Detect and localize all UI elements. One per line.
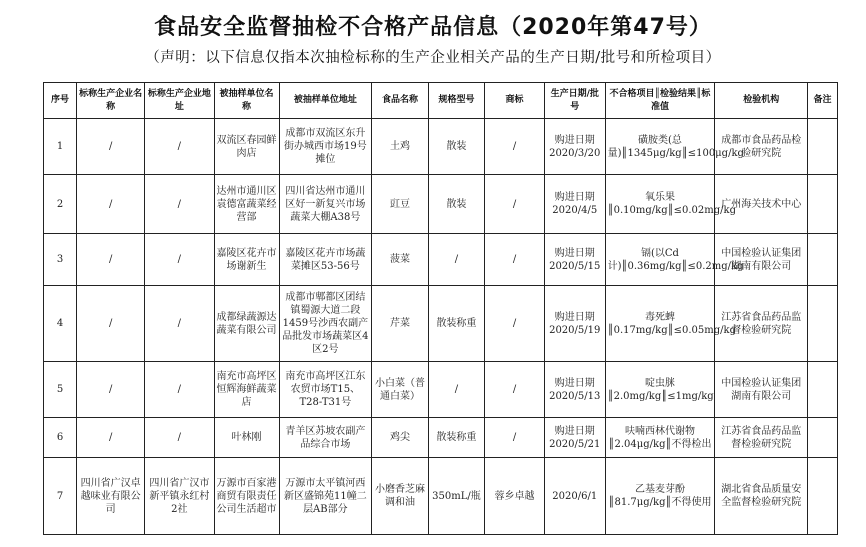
header-production-date: 生产日期/批号 (544, 83, 605, 119)
cell-serial: 2 (44, 175, 77, 234)
cell-producer-name: / (77, 418, 145, 458)
cell-remarks (808, 362, 838, 418)
cell-producer-name: 四川省广汉卓越味业有限公司 (77, 458, 145, 535)
cell-producer-name: / (77, 286, 145, 362)
cell-spec: 散装 (428, 119, 484, 175)
cell-remarks (808, 286, 838, 362)
cell-inspection-agency: 江苏省食品药品监督检验研究院 (715, 286, 808, 362)
cell-food-name: 小白菜（普通白菜） (372, 362, 428, 418)
table-row (44, 286, 838, 362)
cell-serial: 1 (44, 119, 77, 175)
cell-remarks (808, 458, 838, 535)
cell-inspection-agency: 中国检验认证集团湖南有限公司 (715, 234, 808, 286)
header-sampled-unit-address: 被抽样单位地址 (279, 83, 372, 119)
cell-sampled-unit-name: 达州市通川区袁德富蔬菜经营部 (214, 175, 279, 234)
table-row (44, 175, 838, 234)
cell-producer-name: / (77, 119, 145, 175)
cell-producer-name: / (77, 362, 145, 418)
cell-sampled-unit-address: 四川省达州市通川区好一新复兴市场蔬菜大棚A38号 (279, 175, 372, 234)
cell-trademark: / (485, 234, 545, 286)
cell-spec: 散装称重 (428, 418, 484, 458)
cell-remarks (808, 175, 838, 234)
cell-failed-item: 呋喃西林代谢物║2.04μg/kg║不得检出 (605, 418, 715, 458)
cell-inspection-agency: 江苏省食品药品监督检验研究院 (715, 418, 808, 458)
table-row (44, 362, 838, 418)
cell-production-date: 购进日期2020/5/15 (544, 234, 605, 286)
cell-sampled-unit-address: 嘉陵区花卉市场蔬菜摊区53-56号 (279, 234, 372, 286)
cell-spec: / (428, 362, 484, 418)
cell-producer-address: / (145, 418, 214, 458)
cell-production-date: 购进日期2020/5/13 (544, 362, 605, 418)
cell-sampled-unit-name: 双流区春园鲜肉店 (214, 119, 279, 175)
cell-failed-item: 啶虫脒║2.0mg/kg║≤1mg/kg (605, 362, 715, 418)
cell-trademark: / (485, 119, 545, 175)
cell-food-name: 菠菜 (372, 234, 428, 286)
header-spec: 规格型号 (428, 83, 484, 119)
table-row (44, 458, 838, 535)
table-row (44, 234, 838, 286)
cell-producer-address: / (145, 119, 214, 175)
cell-producer-address: / (145, 175, 214, 234)
cell-inspection-agency: 广州海关技术中心 (715, 175, 808, 234)
cell-producer-name: / (77, 234, 145, 286)
cell-sampled-unit-name: 南充市高坪区恒辉海鲜蔬菜店 (214, 362, 279, 418)
cell-producer-name: / (77, 175, 145, 234)
cell-serial: 3 (44, 234, 77, 286)
cell-failed-item: 氧乐果║0.10mg/kg║≤0.02mg/kg (605, 175, 715, 234)
header-remarks: 备注 (808, 83, 838, 119)
cell-food-name: 豇豆 (372, 175, 428, 234)
cell-inspection-agency: 湖北省食品质量安全监督检验研究院 (715, 458, 808, 535)
header-failed-item: 不合格项目║检验结果║标准值 (605, 83, 715, 119)
cell-failed-item: 磺胺类(总量)║1345μg/kg║≤100μg/kg (605, 119, 715, 175)
table-row (44, 119, 838, 175)
cell-trademark: / (485, 418, 545, 458)
cell-food-name: 鸡尖 (372, 418, 428, 458)
cell-trademark: / (485, 286, 545, 362)
cell-sampled-unit-name: 叶林刚 (214, 418, 279, 458)
cell-sampled-unit-address: 南充市高坪区江东农贸市场T15、T28-T31号 (279, 362, 372, 418)
cell-failed-item: 乙基麦芽酚║81.7μg/kg║不得使用 (605, 458, 715, 535)
cell-serial: 7 (44, 458, 77, 535)
cell-inspection-agency: 中国检验认证集团湖南有限公司 (715, 362, 808, 418)
cell-spec: / (428, 234, 484, 286)
cell-production-date: 购进日期2020/5/19 (544, 286, 605, 362)
header-producer-name: 标称生产企业名称 (77, 83, 145, 119)
cell-trademark: 蓉乡卓越 (485, 458, 545, 535)
cell-remarks (808, 119, 838, 175)
cell-trademark: / (485, 362, 545, 418)
cell-production-date: 购进日期2020/5/21 (544, 418, 605, 458)
cell-food-name: 土鸡 (372, 119, 428, 175)
cell-production-date: 购进日期2020/3/20 (544, 119, 605, 175)
header-trademark: 商标 (485, 83, 545, 119)
cell-production-date: 2020/6/1 (544, 458, 605, 535)
cell-producer-address: 四川省广汉市新平镇永红村2社 (145, 458, 214, 535)
cell-failed-item: 毒死蜱║0.17mg/kg║≤0.05mg/kg (605, 286, 715, 362)
page-title: 食品安全监督抽检不合格产品信息（2020年第47号） (154, 15, 712, 40)
cell-serial: 5 (44, 362, 77, 418)
cell-spec: 350mL/瓶 (428, 458, 484, 535)
cell-inspection-agency: 成都市食品药品检验研究院 (715, 119, 808, 175)
header-serial: 序号 (44, 83, 77, 119)
header-producer-address: 标称生产企业地址 (145, 83, 214, 119)
noncompliant-products-table (43, 82, 838, 535)
cell-spec: 散装 (428, 175, 484, 234)
cell-remarks (808, 234, 838, 286)
cell-producer-address: / (145, 362, 214, 418)
cell-food-name: 芹菜 (372, 286, 428, 362)
cell-sampled-unit-address: 成都市双流区东升街办城西市场19号摊位 (279, 119, 372, 175)
cell-sampled-unit-name: 成都绿蔬源达蔬菜有限公司 (214, 286, 279, 362)
disclaimer-subtitle: （声明：以下信息仅指本次抽检标称的生产企业相关产品的生产日期/批号和所检项目） (145, 50, 721, 66)
table-row (44, 418, 838, 458)
cell-sampled-unit-name: 万源市百家港商贸有限责任公司生活超市 (214, 458, 279, 535)
cell-producer-address: / (145, 286, 214, 362)
header-inspection-agency: 检验机构 (715, 83, 808, 119)
cell-remarks (808, 418, 838, 458)
header-sampled-unit-name: 被抽样单位名称 (214, 83, 279, 119)
cell-serial: 6 (44, 418, 77, 458)
cell-spec: 散装称重 (428, 286, 484, 362)
cell-sampled-unit-address: 成都市郫都区团结镇蜀源大道二段1459号沙西农副产品批发市场蔬菜区4区2号 (279, 286, 372, 362)
cell-trademark: / (485, 175, 545, 234)
cell-sampled-unit-name: 嘉陵区花卉市场谢新生 (214, 234, 279, 286)
cell-producer-address: / (145, 234, 214, 286)
cell-failed-item: 镉(以Cd计)║0.36mg/kg║≤0.2mg/kg (605, 234, 715, 286)
header-food-name: 食品名称 (372, 83, 428, 119)
cell-production-date: 购进日期2020/4/5 (544, 175, 605, 234)
cell-sampled-unit-address: 青羊区苏坡农副产品综合市场 (279, 418, 372, 458)
table-header-row (44, 83, 838, 119)
cell-food-name: 小磨香芝麻调和油 (372, 458, 428, 535)
cell-sampled-unit-address: 万源市太平镇河西新区盛锦苑11幢二层AB部分 (279, 458, 372, 535)
cell-serial: 4 (44, 286, 77, 362)
